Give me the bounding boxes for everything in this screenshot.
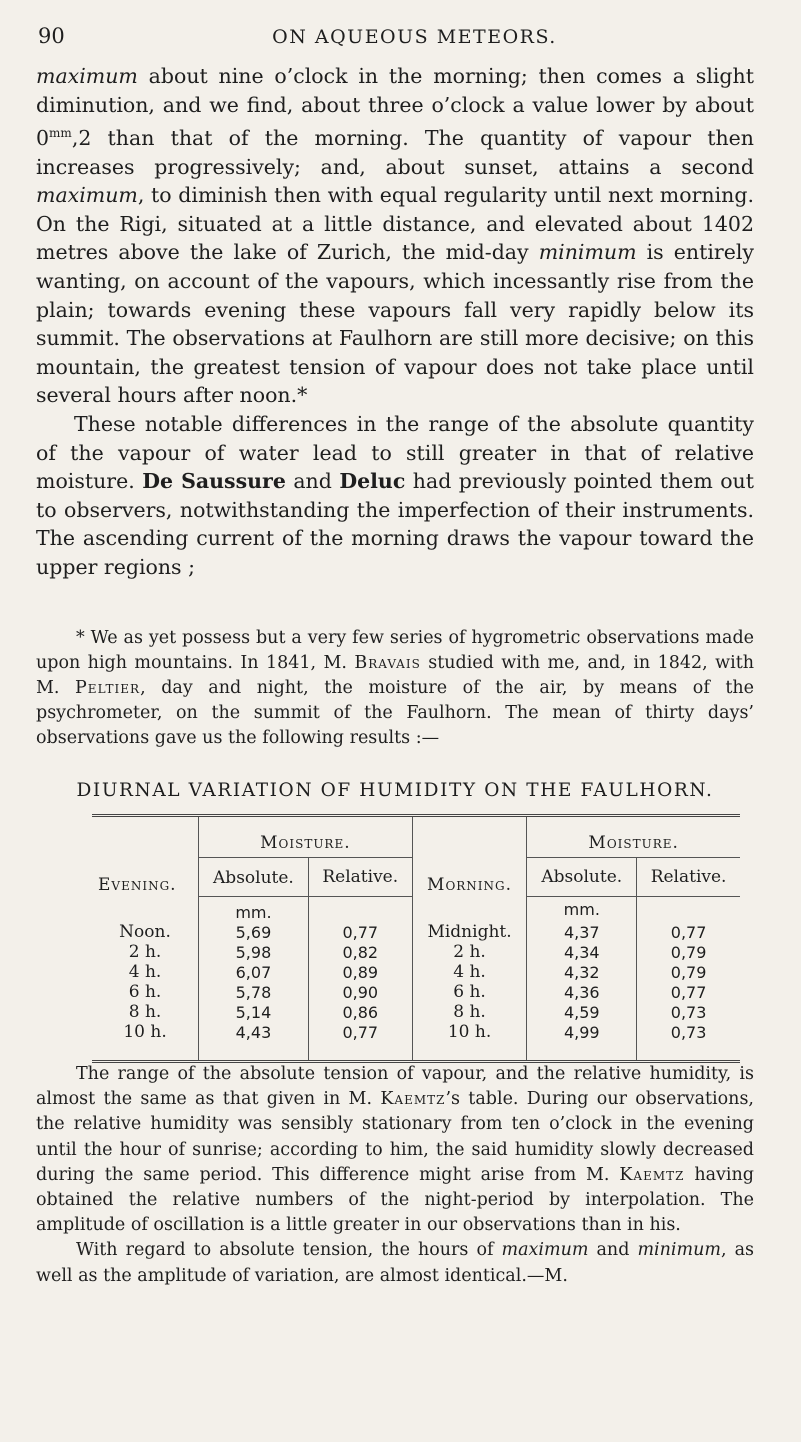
- evening-absolute: 4,43: [199, 1022, 309, 1062]
- table-row: [92, 922, 740, 942]
- morning-absolute: 4,59: [527, 1002, 637, 1022]
- evening-time: 6 h.: [128, 982, 162, 1002]
- humidity-table-wrapper: [92, 814, 740, 1042]
- morning-time: 4 h.: [412, 962, 527, 982]
- text-run: These notable differences in the range of the absolute quantity of the vapour of water lead to still greater in that of relative moisture.: [36, 411, 754, 494]
- name-smallcaps: Kaemtz: [380, 1089, 446, 1110]
- footnote: [36, 626, 754, 751]
- morning-time: Midnight.: [412, 922, 527, 942]
- evening-absolute: 5,14: [199, 1002, 309, 1022]
- morning-relative: 0,73: [637, 1022, 740, 1062]
- morning-relative: 0,73: [637, 1002, 740, 1022]
- unit-left: mm.: [199, 897, 309, 923]
- table-header-row-1: [92, 816, 740, 858]
- italic-term: minimum: [637, 1240, 721, 1261]
- moisture-group-left: Moisture.: [199, 816, 413, 858]
- evening-relative: 0,89: [308, 962, 412, 982]
- italic-term: maximum: [501, 1240, 589, 1261]
- evening-relative: 0,86: [308, 1002, 412, 1022]
- text-run: , as well as the amplitude of variation, are almost identical.—M.: [36, 1240, 754, 1286]
- text-run: ,2 than that of the morning. The quantity of vapour then increases progressively; and, about sunset, attains a second: [36, 126, 754, 179]
- unit-row: [92, 897, 740, 923]
- col-absolute-left: Absolute.: [199, 858, 309, 897]
- italic-term: minimum: [538, 240, 637, 265]
- morning-relative: 0,77: [637, 982, 740, 1002]
- table-row: [92, 982, 740, 1002]
- evening-absolute: 6,07: [199, 962, 309, 982]
- col-relative-left: Relative.: [308, 858, 412, 897]
- evening-time: 10 h.: [123, 1022, 167, 1042]
- text-run: having obtained the relative numbers of the night-period by interpolation. The amplitude of oscillation is a little greater in our observations than in his.: [36, 1164, 754, 1236]
- page-header: [38, 24, 751, 56]
- evening-absolute: 5,69: [199, 922, 309, 942]
- name-smallcaps: Peltier: [75, 678, 141, 698]
- morning-time: 8 h.: [412, 1002, 527, 1022]
- col-relative-right: Relative.: [637, 858, 740, 897]
- closing-paragraph-2: [36, 1238, 754, 1288]
- morning-relative: 0,79: [637, 942, 740, 962]
- text-run: had previously pointed them out to observers, notwithstanding the imperfection of their instruments. The ascending current of the morning draws the vapour toward the upper regions ;: [36, 469, 754, 579]
- italic-term: maximum: [36, 64, 138, 88]
- morning-time: 10 h.: [412, 1022, 527, 1062]
- table-title: DIURNAL VARIATION OF HUMIDITY ON THE FAULHORN.: [76, 780, 714, 801]
- page-number: 90: [38, 24, 65, 48]
- evening-relative: 0,82: [308, 942, 412, 962]
- morning-label: Morning.: [412, 816, 527, 897]
- unit-superscript: mm: [49, 126, 72, 141]
- footnote-text: [36, 626, 754, 751]
- morning-time: 2 h.: [412, 942, 527, 962]
- unit-right: mm.: [527, 897, 637, 923]
- text-run: With regard to absolute tension, the hours of: [76, 1240, 502, 1261]
- morning-relative: 0,79: [637, 962, 740, 982]
- morning-absolute: 4,34: [527, 942, 637, 962]
- moisture-group-right: Moisture.: [527, 816, 740, 858]
- name-bold: Deluc: [339, 469, 406, 494]
- text-run: is entirely wanting, on account of the vapours, which incessantly rise from the plain; towards evening these vapours fall very rapidly below its summit. The observations at Faulhorn are still more decisive; on this mountain, the greatest tension of vapour does not take place until several hours after noon.*: [36, 240, 754, 408]
- running-title: ON AQUEOUS METEORS.: [272, 26, 557, 48]
- text-run: studied with me, and, in 1842, with M.: [36, 653, 754, 698]
- paragraph-2: [36, 410, 754, 582]
- morning-absolute: 4,32: [527, 962, 637, 982]
- evening-time: 4 h.: [128, 962, 162, 982]
- unit-spacer: [412, 897, 527, 923]
- evening-label: Evening.: [98, 874, 177, 895]
- evening-time: 8 h.: [128, 1002, 162, 1022]
- evening-relative: 0,90: [308, 982, 412, 1002]
- paragraph-1: [36, 62, 754, 410]
- evening-time: 2 h.: [128, 942, 162, 962]
- text-run: and: [588, 1240, 638, 1261]
- closing-paragraph-1: [36, 1062, 754, 1238]
- text-run: , to diminish then with equal regularity until next morning. On the Rigi, situated at a little distance, and elevated about 1402 metres above the lake of Zurich, the mid-day: [36, 183, 754, 265]
- morning-absolute: 4,99: [527, 1022, 637, 1062]
- name-smallcaps: Kaemtz: [619, 1164, 685, 1185]
- table-row: [92, 1022, 740, 1062]
- main-text: [36, 62, 754, 582]
- closing-text: [36, 1062, 754, 1289]
- italic-term: maximum: [36, 183, 138, 208]
- table-row: [92, 1002, 740, 1022]
- morning-absolute: 4,37: [527, 922, 637, 942]
- text-run: and: [285, 469, 340, 494]
- text-run: * We as yet possess but a very few series of hygrometric observations made upon high mountains. In 1841, M.: [36, 628, 754, 673]
- evening-absolute: 5,78: [199, 982, 309, 1002]
- col-absolute-right: Absolute.: [527, 858, 637, 897]
- morning-relative: 0,77: [637, 922, 740, 942]
- morning-time: 6 h.: [412, 982, 527, 1002]
- text-run: , day and night, the moisture of the air, by means of the psychrometer, on the summit of the Faulhorn. The mean of thirty days’ observations gave us the following results :—: [36, 678, 754, 748]
- evening-absolute: 5,98: [199, 942, 309, 962]
- name-smallcaps: Bravais: [354, 653, 421, 673]
- text-run: ’s table. During our observations, the relative humidity was sensibly stationary from ten o’clock in the evening until the hour of sunrise; according to him, the said humidity slowly decreased during the same period. This difference might arise from M.: [36, 1089, 754, 1185]
- evening-relative: 0,77: [308, 922, 412, 942]
- evening-relative: 0,77: [308, 1022, 412, 1062]
- table-row: [92, 962, 740, 982]
- humidity-table: [92, 814, 740, 1063]
- unit-spacer: [308, 897, 412, 923]
- name-bold: De Saussure: [142, 469, 286, 494]
- text-run: about nine o’clock in the morning; then comes a slight diminution, and we find, about three o’clock a value lower by about 0: [36, 64, 754, 151]
- table-row: [92, 942, 740, 962]
- evening-time: Noon.: [119, 922, 171, 942]
- unit-spacer: [637, 897, 740, 923]
- text-run: The range of the absolute tension of vapour, and the relative humidity, is almost the same as that given in M.: [36, 1064, 754, 1110]
- unit-spacer: [92, 897, 199, 923]
- morning-absolute: 4,36: [527, 982, 637, 1002]
